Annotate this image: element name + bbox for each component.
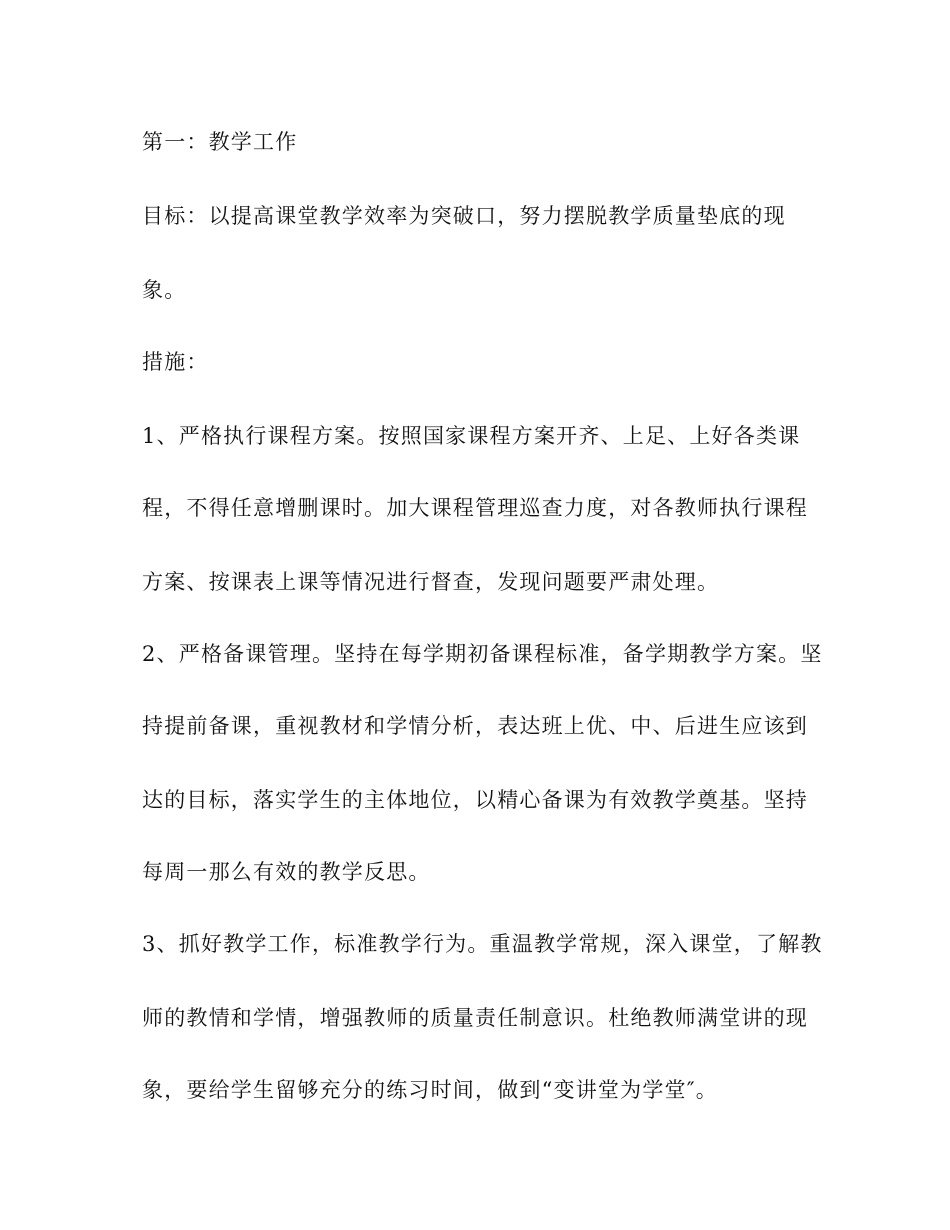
goal-line-1: 目标：以提高课堂教学效率为突破口，努力摆脱教学质量垫底的现 xyxy=(142,204,786,228)
item3-line-3: 象，要给学生留够充分的练习时间，做到“变讲堂为学堂″。 xyxy=(142,1078,718,1102)
item2-line-4: 每周一那么有效的教学反思。 xyxy=(142,860,431,884)
measures-heading: 措施： xyxy=(142,350,209,374)
item1-line-2: 程，不得任意增删课时。加大课程管理巡查力度，对各教师执行课程 xyxy=(142,496,808,520)
section-heading: 第一：教学工作 xyxy=(142,130,298,154)
goal-line-2: 象。 xyxy=(142,278,187,302)
item2-line-3: 达的目标，落实学生的主体地位，以精心备课为有效教学奠基。坚持 xyxy=(142,788,808,812)
item1-line-3: 方案、按课表上课等情况进行督查，发现问题要严肃处理。 xyxy=(142,570,720,594)
item2-line-2: 持提前备课，重视教材和学情分析，表达班上优、中、后进生应该到 xyxy=(142,714,808,738)
item2-line-1: 2、严格备课管理。坚持在每学期初备课程标准，备学期教学方案。坚 xyxy=(142,642,823,666)
item1-line-1: 1、严格执行课程方案。按照国家课程方案开齐、上足、上好各类课 xyxy=(142,424,801,448)
item3-line-1: 3、抓好教学工作，标准教学行为。重温教学常规，深入课堂，了解教 xyxy=(142,932,823,956)
item3-line-2: 师的教情和学情，增强教师的质量责任制意识。杜绝教师满堂讲的现 xyxy=(142,1006,808,1030)
